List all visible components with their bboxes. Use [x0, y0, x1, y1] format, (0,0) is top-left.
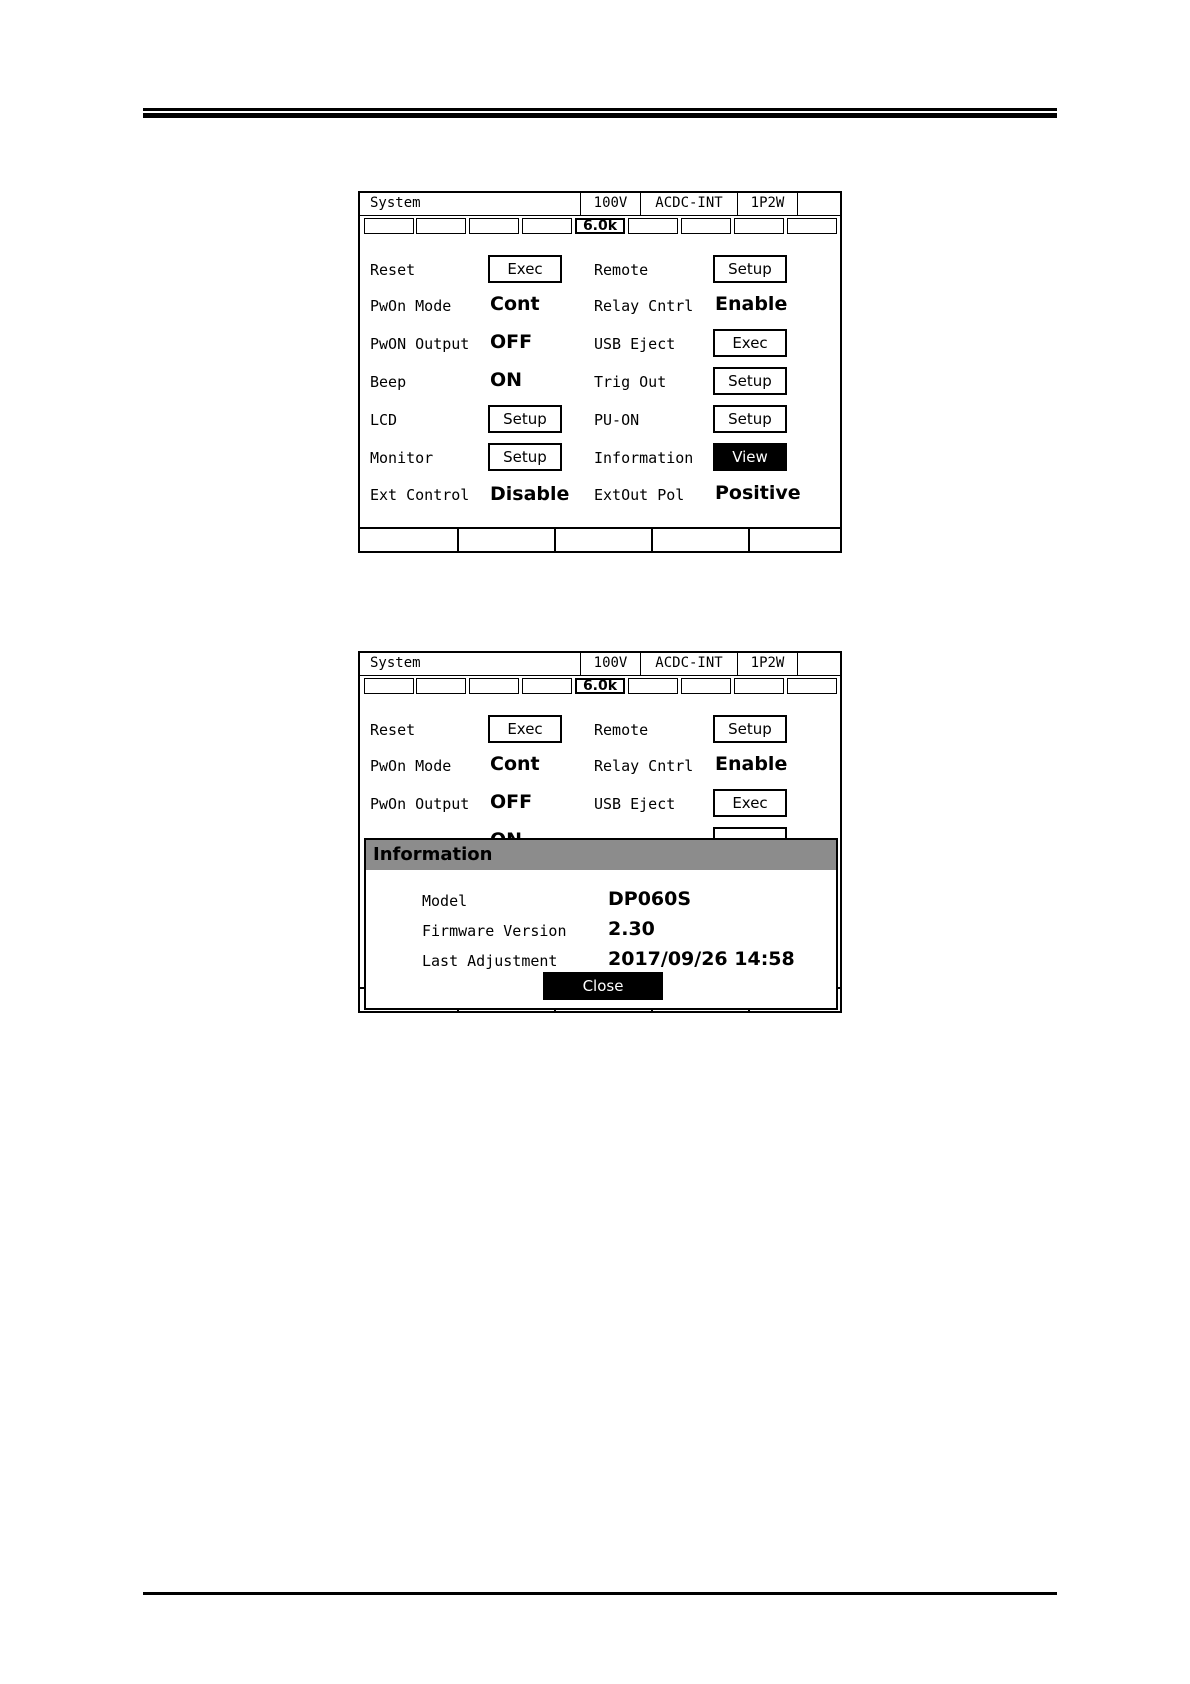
pu-on-setup-button[interactable]: Setup — [713, 405, 787, 433]
last-adjustment-value: 2017/09/26 14:58 — [608, 948, 795, 970]
reset-exec-button[interactable]: Exec — [488, 255, 562, 283]
usb-eject-button[interactable]: Exec — [713, 789, 787, 817]
relay-cntrl-value[interactable]: Enable — [715, 753, 788, 775]
information-label: Information — [594, 449, 694, 467]
footer-rule — [143, 1592, 1057, 1595]
range-segment — [787, 678, 837, 694]
reset-exec-button[interactable]: Exec — [488, 715, 562, 743]
status-header — [360, 193, 840, 216]
range-segment-active: 6.0k — [575, 218, 625, 234]
range-segment — [681, 678, 731, 694]
soft-key-3[interactable] — [554, 529, 651, 553]
soft-key-row — [360, 527, 840, 553]
trig-out-setup-button[interactable]: Setup — [713, 367, 787, 395]
beep-value[interactable]: ON — [490, 369, 523, 391]
reset-label: Reset — [370, 261, 416, 279]
pwon-output-value[interactable]: OFF — [490, 331, 533, 353]
pwon-output-label: PwOn Output — [370, 795, 470, 813]
relay-cntrl-label: Relay Cntrl — [594, 757, 694, 775]
monitor-label: Monitor — [370, 449, 434, 467]
dialog-title: Information — [366, 840, 836, 870]
range-segment — [628, 678, 678, 694]
relay-cntrl-value[interactable]: Enable — [715, 293, 788, 315]
range-segment — [734, 678, 784, 694]
pu-on-label: PU-ON — [594, 411, 640, 429]
blank-indicator — [797, 653, 842, 675]
extout-pol-value[interactable]: Positive — [715, 482, 801, 504]
mode-indicator: ACDC-INT — [640, 653, 737, 675]
range-segment-active: 6.0k — [575, 678, 625, 694]
range-segment — [522, 218, 572, 234]
model-label: Model — [422, 892, 468, 910]
monitor-setup-button[interactable]: Setup — [488, 443, 562, 471]
soft-key-4[interactable] — [651, 529, 748, 553]
trig-out-label: Trig Out — [594, 373, 667, 391]
reset-label: Reset — [370, 721, 416, 739]
soft-key-1[interactable] — [360, 529, 457, 553]
pwon-output-value[interactable]: OFF — [490, 791, 533, 813]
usb-eject-label: USB Eject — [594, 335, 676, 353]
system-screen-info-dialog — [358, 651, 842, 1013]
model-value: DP060S — [608, 888, 692, 910]
remote-label: Remote — [594, 721, 649, 739]
range-bar — [360, 676, 840, 696]
phase-indicator: 1P2W — [737, 193, 797, 215]
pwon-mode-label: PwOn Mode — [370, 297, 452, 315]
ext-control-label: Ext Control — [370, 486, 470, 504]
blank-indicator — [797, 193, 842, 215]
soft-key-2[interactable] — [457, 529, 554, 553]
pwon-mode-value[interactable]: Cont — [490, 293, 540, 315]
information-view-button[interactable]: View — [713, 443, 787, 471]
range-segment — [469, 218, 519, 234]
status-header — [360, 653, 840, 676]
range-segment — [416, 678, 466, 694]
range-segment — [734, 218, 784, 234]
remote-label: Remote — [594, 261, 649, 279]
range-segment — [364, 218, 414, 234]
last-adjustment-label: Last Adjustment — [422, 952, 558, 970]
pwon-output-label: PwON Output — [370, 335, 470, 353]
range-segment — [364, 678, 414, 694]
firmware-version-value: 2.30 — [608, 918, 655, 940]
usb-eject-label: USB Eject — [594, 795, 676, 813]
header-rule-thick — [143, 113, 1057, 118]
system-screen — [358, 191, 842, 553]
lcd-label: LCD — [370, 411, 398, 429]
range-segment — [522, 678, 572, 694]
firmware-version-label: Firmware Version — [422, 922, 567, 940]
range-segment — [469, 678, 519, 694]
remote-setup-button[interactable]: Setup — [713, 255, 787, 283]
information-dialog — [364, 838, 838, 1010]
beep-label: Beep — [370, 373, 407, 391]
phase-indicator: 1P2W — [737, 653, 797, 675]
voltage-indicator: 100V — [580, 193, 640, 215]
ext-control-value[interactable]: Disable — [490, 483, 570, 505]
header-rule-thin — [143, 108, 1057, 111]
relay-cntrl-label: Relay Cntrl — [594, 297, 694, 315]
remote-setup-button[interactable]: Setup — [713, 715, 787, 743]
pwon-mode-label: PwOn Mode — [370, 757, 452, 775]
range-segment — [681, 218, 731, 234]
range-segment — [628, 218, 678, 234]
pwon-mode-value[interactable]: Cont — [490, 753, 540, 775]
screen-title: System — [370, 195, 421, 211]
extout-pol-label: ExtOut Pol — [594, 486, 685, 504]
range-segment — [787, 218, 837, 234]
usb-eject-button[interactable]: Exec — [713, 329, 787, 357]
mode-indicator: ACDC-INT — [640, 193, 737, 215]
range-bar — [360, 216, 840, 236]
lcd-setup-button[interactable]: Setup — [488, 405, 562, 433]
range-segment — [416, 218, 466, 234]
soft-key-5[interactable] — [748, 529, 842, 553]
screen-title: System — [370, 655, 421, 671]
voltage-indicator: 100V — [580, 653, 640, 675]
close-button[interactable]: Close — [543, 972, 663, 1000]
